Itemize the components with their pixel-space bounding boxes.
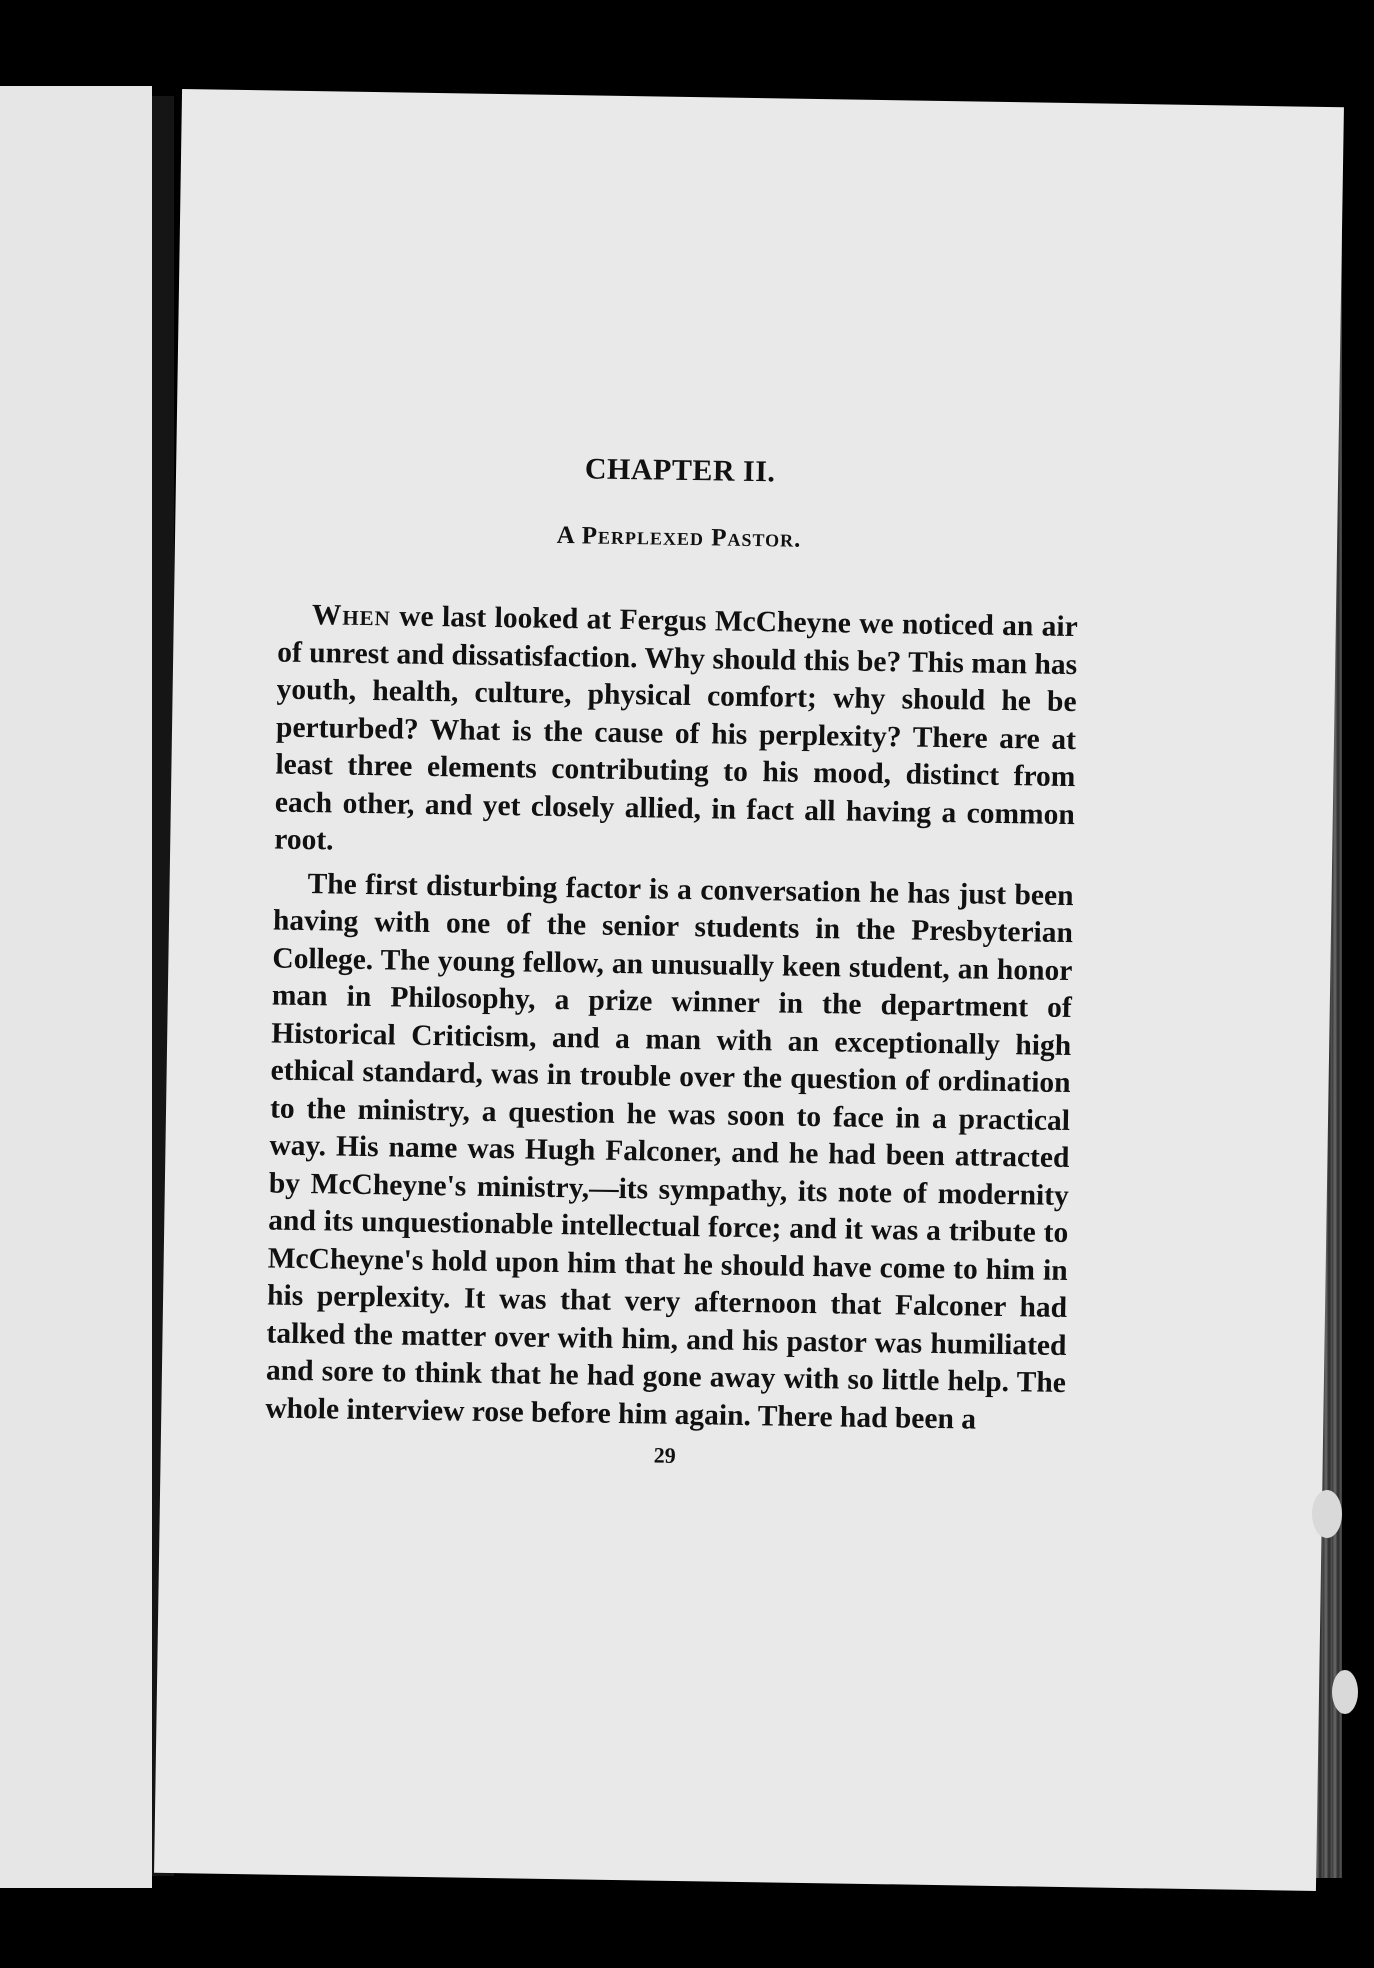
- paragraph-text: we last looked at Fergus McCheyne we noticed an air of unrest and dissatisfaction. Why should this be? This man has youth, health, culture, physical comfort; why should he be perturbed? What is the cause of his perplexity? There are at least three elements contributing to his mood, distinct from each other, and yet closely allied, in fact all having a common root.: [274, 600, 1078, 857]
- page-content: [265, 447, 1081, 1476]
- page-number: 29: [653, 1442, 676, 1468]
- scan-speck: [1332, 1670, 1358, 1714]
- paragraph-text: The first disturbing factor is a conversation he has just been having with one of the senior students in the Presbyterian College. The young fellow, an unusually keen student, an honor man in Philosophy, a prize winner in the department of Historical Criticism, and a man with an exceptionally high ethical standard, was in trouble over the question of ordination to the ministry, a question he was soon to face in a practical way. His name was Hugh Falconer, and he had been attracted by McCheyne's ministry,—its sympathy, its note of modernity and its unquestionable intellectual force; and it was a tribute to McCheyne's hold upon him that he should have come to him in his perplexity. It was that very afternoon that Falconer had talked the matter over with him, and his pastor was humiliated and sore to think that he had gone away with so little help. The whole interview rose before him again. There had been a: [265, 867, 1074, 1436]
- scan-speck: [1312, 1490, 1342, 1538]
- chapter-subtitle: A Perplexed Pastor.: [556, 521, 802, 553]
- paragraph-lead-word: When: [311, 599, 392, 633]
- chapter-heading: CHAPTER II.: [584, 452, 776, 489]
- book-page: [154, 89, 1344, 1891]
- left-facing-page: [0, 86, 152, 1888]
- paragraph: [265, 865, 1074, 1440]
- paragraph: [274, 597, 1078, 872]
